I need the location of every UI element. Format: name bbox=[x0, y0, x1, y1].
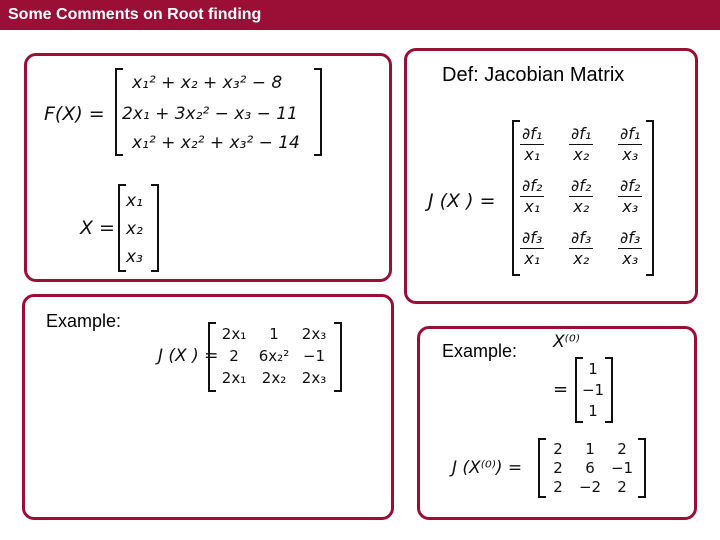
matrix-cell: 2x₁ bbox=[221, 369, 247, 387]
jacobian-cell: $\frac{\text{∂f₂}}{\text{x₂}}$ bbox=[571, 176, 592, 216]
jacobian-cell: $\frac{\text{∂f₃}}{\text{x₁}}$ bbox=[522, 228, 543, 268]
matrix-cell: 2x₃ bbox=[301, 325, 327, 343]
matrix-cell: −2 bbox=[578, 477, 602, 496]
jacobian-lhs: J (X ) = bbox=[428, 190, 496, 212]
example-jacobian-matrix bbox=[214, 323, 334, 391]
slide-title: Some Comments on Root finding bbox=[0, 0, 720, 30]
x-left-bracket bbox=[118, 184, 126, 272]
jacobian-right-bracket bbox=[646, 120, 654, 276]
jacobian-at-x0-matrix bbox=[542, 439, 638, 497]
matrix-cell: −1 bbox=[610, 458, 634, 477]
fx-row-2: 2x₁ + 3x₂² − x₃ − 11 bbox=[122, 104, 298, 124]
fx-row-3: x₁² + x₂² + x₃² − 14 bbox=[132, 133, 300, 153]
vector-entry: −1 bbox=[581, 380, 605, 399]
matrix-cell: 2 bbox=[617, 477, 627, 496]
vector-entry: 1 bbox=[588, 359, 598, 378]
jacobian-cell: $\frac{\text{∂f₃}}{\text{x₂}}$ bbox=[571, 228, 592, 268]
matrix-cell: −1 bbox=[302, 347, 326, 365]
x-entry-3: x₃ bbox=[126, 247, 143, 267]
initial-guess-label: X⁽⁰⁾ bbox=[553, 332, 580, 352]
matrix-cell: 1 bbox=[585, 439, 595, 458]
vector-entry: 1 bbox=[588, 401, 598, 420]
definition-label: Def: Jacobian Matrix bbox=[442, 64, 625, 86]
jacobian-cell: $\frac{\text{∂f₂}}{\text{x₁}}$ bbox=[522, 176, 543, 216]
jacobian-cell: $\frac{\text{∂f₂}}{\text{x₃}}$ bbox=[620, 176, 641, 216]
matrix-cell: 2x₁ bbox=[221, 325, 247, 343]
x-lhs: X = bbox=[80, 217, 115, 239]
matrix-cell: 2 bbox=[553, 458, 563, 477]
matrix-cell: 2x₃ bbox=[301, 369, 327, 387]
example-label: Example: bbox=[442, 341, 518, 361]
jacobian-cell: $\frac{\text{∂f₃}}{\text{x₃}}$ bbox=[620, 228, 641, 268]
initial-guess-vector bbox=[580, 358, 606, 422]
matrix-cell: 1 bbox=[269, 325, 279, 343]
x0-right-bracket bbox=[605, 357, 613, 423]
matrix-cell: 2 bbox=[553, 477, 563, 496]
example-jacobian-lhs: J (X ) = bbox=[158, 346, 219, 366]
matrix-cell: 2 bbox=[229, 347, 239, 365]
fx-row-1: x₁² + x₂ + x₃² − 8 bbox=[132, 73, 283, 93]
jacobian-at-x0-lhs: J (X⁽⁰⁾) = bbox=[452, 458, 523, 478]
example-matrix-right-bracket bbox=[334, 322, 342, 392]
matrix-cell: 2 bbox=[617, 439, 627, 458]
matrix-cell: 2x₂ bbox=[261, 369, 287, 387]
jacobian-cell: $\frac{\text{∂f₁}}{\text{x₃}}$ bbox=[620, 124, 641, 164]
matrix-cell: 6 bbox=[585, 458, 595, 477]
initial-guess-equals: = bbox=[553, 379, 569, 400]
matrix-cell: 6x₂² bbox=[258, 347, 290, 365]
example-label: Example: bbox=[46, 311, 122, 331]
x-entry-2: x₂ bbox=[126, 219, 143, 239]
x-entry-1: x₁ bbox=[126, 191, 143, 211]
jacobian-cell: $\frac{\text{∂f₁}}{\text{x₁}}$ bbox=[522, 124, 543, 164]
jacobian-left-bracket bbox=[512, 120, 520, 276]
jacobian-cell: $\frac{\text{∂f₁}}{\text{x₂}}$ bbox=[571, 124, 592, 164]
x-right-bracket bbox=[151, 184, 159, 272]
j0-right-bracket bbox=[638, 438, 646, 498]
fx-lhs: F(X) = bbox=[44, 103, 105, 125]
fx-right-bracket bbox=[314, 68, 322, 156]
matrix-cell: 2 bbox=[553, 439, 563, 458]
